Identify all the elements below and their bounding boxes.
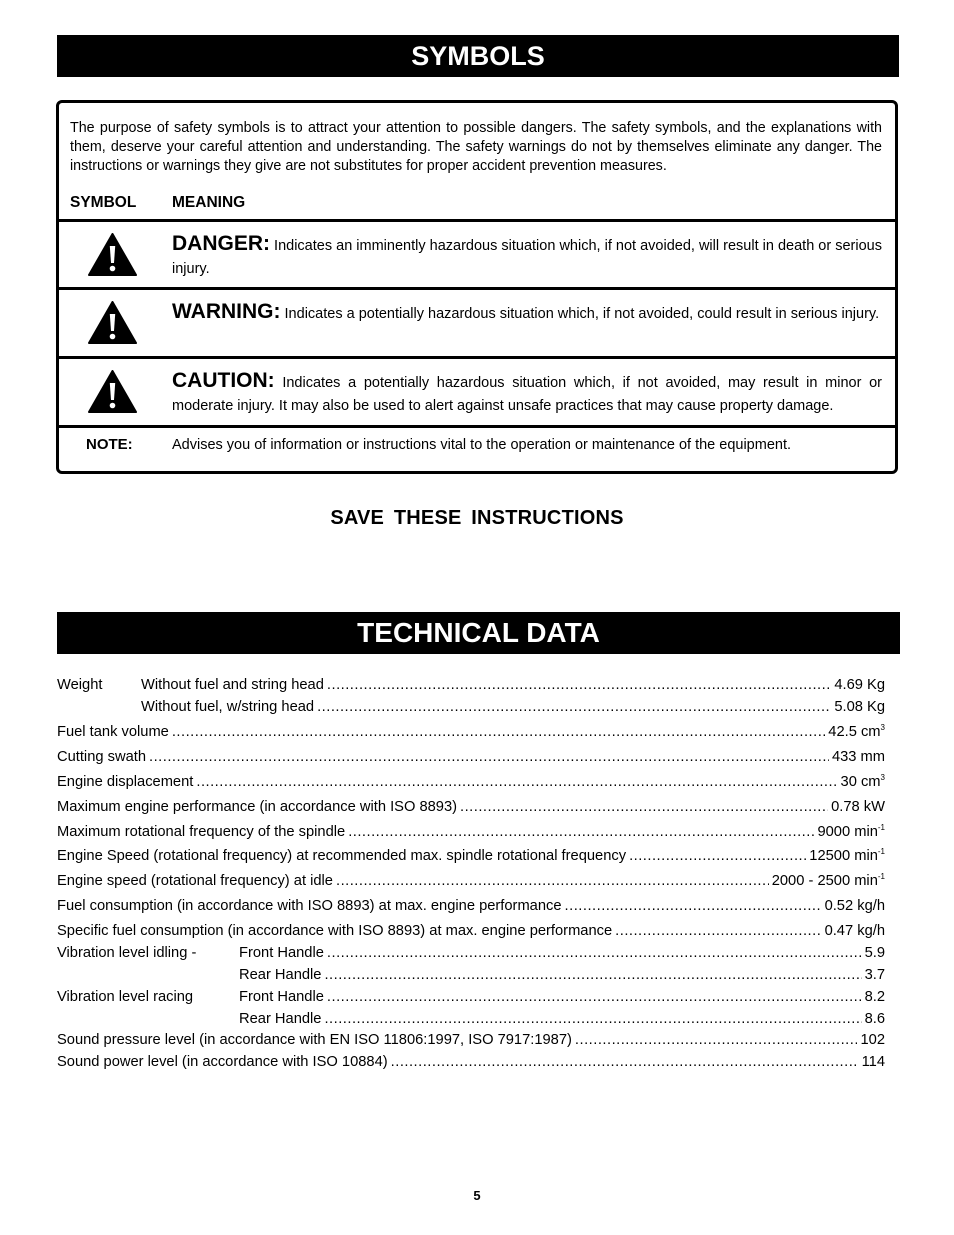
leader-dots bbox=[460, 799, 828, 815]
spec-value: 433 mm bbox=[831, 749, 885, 765]
leader-dots bbox=[172, 724, 825, 740]
caution-row bbox=[59, 356, 895, 428]
spec-label: Without fuel, w/string head bbox=[141, 699, 315, 715]
note-row bbox=[59, 425, 895, 474]
spec-row-vibration-idle-front bbox=[57, 945, 885, 961]
spec-row-specific-fuel-consumption bbox=[57, 923, 885, 939]
spec-label: Cutting swath bbox=[57, 749, 146, 765]
warning-keyword: WARNING: bbox=[172, 300, 281, 323]
spec-value: 30 $cm^3$ bbox=[840, 773, 885, 790]
warning-triangle-icon bbox=[88, 233, 137, 276]
spec-value: 5.08 Kg bbox=[834, 699, 885, 715]
spec-label: Fuel consumption (in accordance with ISO 8893) at max. engine performance bbox=[57, 898, 562, 914]
spec-value: 8.6 bbox=[864, 1011, 885, 1027]
danger-description: Indicates an imminently hazardous situation which, if not avoided, will result in death or serious injury. bbox=[172, 238, 882, 277]
spec-row-weight-1 bbox=[57, 677, 885, 693]
leader-dots bbox=[324, 1011, 861, 1027]
leader-dots bbox=[348, 824, 814, 840]
spec-value: 114 bbox=[861, 1054, 885, 1070]
caution-meaning bbox=[172, 369, 882, 418]
spec-value: 0.52 kg/h bbox=[824, 898, 885, 914]
spec-row-fuel-consumption bbox=[57, 898, 885, 914]
spec-label: Maximum engine performance (in accordance with ISO 8893) bbox=[57, 799, 458, 815]
spec-row-engine-speed-idle bbox=[57, 873, 885, 889]
spec-label: Sound pressure level (in accordance with EN ISO 11806:1997, ISO 7917:1987) bbox=[57, 1032, 572, 1048]
spec-row-sound-pressure bbox=[57, 1032, 885, 1048]
danger-row bbox=[59, 219, 895, 290]
spec-row-cutting-swath bbox=[57, 749, 885, 765]
spec-label: Front Handle bbox=[239, 945, 324, 961]
spec-label: Maximum rotational frequency of the spindle bbox=[57, 824, 346, 840]
warning-triangle-icon bbox=[88, 370, 137, 413]
caution-description: Indicates a potentially hazardous situation which, if not avoided, may result in minor or moderate injury. It may also be used to alert against unsafe practices that may cause property damage. bbox=[172, 375, 882, 414]
warning-meaning bbox=[172, 300, 882, 326]
spec-row-engine-displacement bbox=[57, 774, 885, 790]
leader-dots bbox=[391, 1054, 859, 1070]
symbols-intro-paragraph: The purpose of safety symbols is to attract your attention to possible dangers. The safety symbols, and the explanations with them, deserve your careful attention and understanding. The safety warnings do not by themselves eliminate any danger. The instructions or warnings they give are not substitutes for proper accident prevention measures. bbox=[70, 120, 882, 174]
leader-dots bbox=[149, 749, 829, 765]
spec-value: 2000 - 2500 $\min^{-1}$ bbox=[771, 872, 885, 889]
spec-value: 9000 $\min^{-1}$ bbox=[817, 823, 885, 840]
safety-symbols-panel bbox=[56, 100, 898, 474]
note-description: Advises you of information or instructions vital to the operation or maintenance of the equipment. bbox=[172, 437, 792, 453]
vibration-idling-label: Vibration level idling - bbox=[57, 945, 197, 961]
leader-dots bbox=[615, 923, 821, 939]
symbols-section-title: SYMBOLS bbox=[57, 35, 899, 77]
spec-value: 102 bbox=[860, 1032, 885, 1048]
warning-row bbox=[59, 287, 895, 359]
leader-dots bbox=[196, 774, 837, 790]
leader-dots bbox=[575, 1032, 858, 1048]
danger-meaning bbox=[172, 232, 882, 281]
spec-value: 4.69 Kg bbox=[834, 677, 885, 693]
warning-description: Indicates a potentially hazardous situation which, if not avoided, could result in serious injury. bbox=[284, 306, 880, 322]
spec-value: 3.7 bbox=[864, 967, 885, 983]
leader-dots bbox=[327, 677, 831, 693]
spec-row-spindle-frequency bbox=[57, 824, 885, 840]
spec-row-vibration-racing-rear bbox=[57, 1011, 885, 1027]
spec-row-weight-2 bbox=[57, 699, 885, 715]
spec-row-vibration-racing-front bbox=[57, 989, 885, 1005]
spec-label: Sound power level (in accordance with ISO 10884) bbox=[57, 1054, 388, 1070]
technical-data-section-title: TECHNICAL DATA bbox=[57, 612, 900, 654]
vibration-racing-label: Vibration level racing bbox=[57, 989, 194, 1005]
spec-row-vibration-idle-rear bbox=[57, 967, 885, 983]
weight-label: Weight bbox=[57, 677, 103, 693]
spec-value: 8.2 bbox=[864, 989, 885, 1005]
meaning-column-header: MEANING bbox=[172, 194, 246, 211]
leader-dots bbox=[317, 699, 831, 715]
leader-dots bbox=[565, 898, 822, 914]
spec-label: Front Handle bbox=[239, 989, 324, 1005]
spec-value: 0.47 kg/h bbox=[824, 923, 885, 939]
caution-keyword: CAUTION: bbox=[172, 369, 275, 392]
danger-keyword: DANGER: bbox=[172, 232, 270, 255]
spec-label: Rear Handle bbox=[239, 967, 322, 983]
spec-label: Engine displacement bbox=[57, 774, 194, 790]
spec-label: Specific fuel consumption (in accordance with ISO 8893) at max. engine performance bbox=[57, 923, 613, 939]
spec-label: Without fuel and string head bbox=[141, 677, 324, 693]
spec-label: Rear Handle bbox=[239, 1011, 322, 1027]
spec-value: 5.9 bbox=[864, 945, 885, 961]
spec-row-sound-power bbox=[57, 1054, 885, 1070]
leader-dots bbox=[324, 967, 861, 983]
symbol-column-header: SYMBOL bbox=[70, 194, 137, 211]
spec-row-max-performance bbox=[57, 799, 885, 815]
spec-label: Fuel tank volume bbox=[57, 724, 169, 740]
spec-label: Engine Speed (rotational frequency) at recommended max. spindle rotational frequency bbox=[57, 848, 627, 864]
leader-dots bbox=[629, 848, 806, 864]
warning-triangle-icon bbox=[88, 301, 137, 344]
spec-value: 12500 $\min^{-1}$ bbox=[809, 847, 885, 864]
spec-value: 0.78 kW bbox=[831, 799, 885, 815]
spec-row-fuel-tank bbox=[57, 724, 885, 740]
leader-dots bbox=[336, 873, 769, 889]
leader-dots bbox=[327, 945, 862, 961]
save-instructions-heading: SAVE THESE INSTRUCTIONS bbox=[330, 507, 624, 529]
spec-row-engine-speed-recommended bbox=[57, 848, 885, 864]
note-label: NOTE: bbox=[86, 436, 133, 453]
spec-value: 42.5 $cm^3$ bbox=[828, 723, 885, 740]
leader-dots bbox=[327, 989, 862, 1005]
spec-label: Engine speed (rotational frequency) at idle bbox=[57, 873, 333, 889]
page-number: 5 bbox=[473, 1188, 481, 1203]
